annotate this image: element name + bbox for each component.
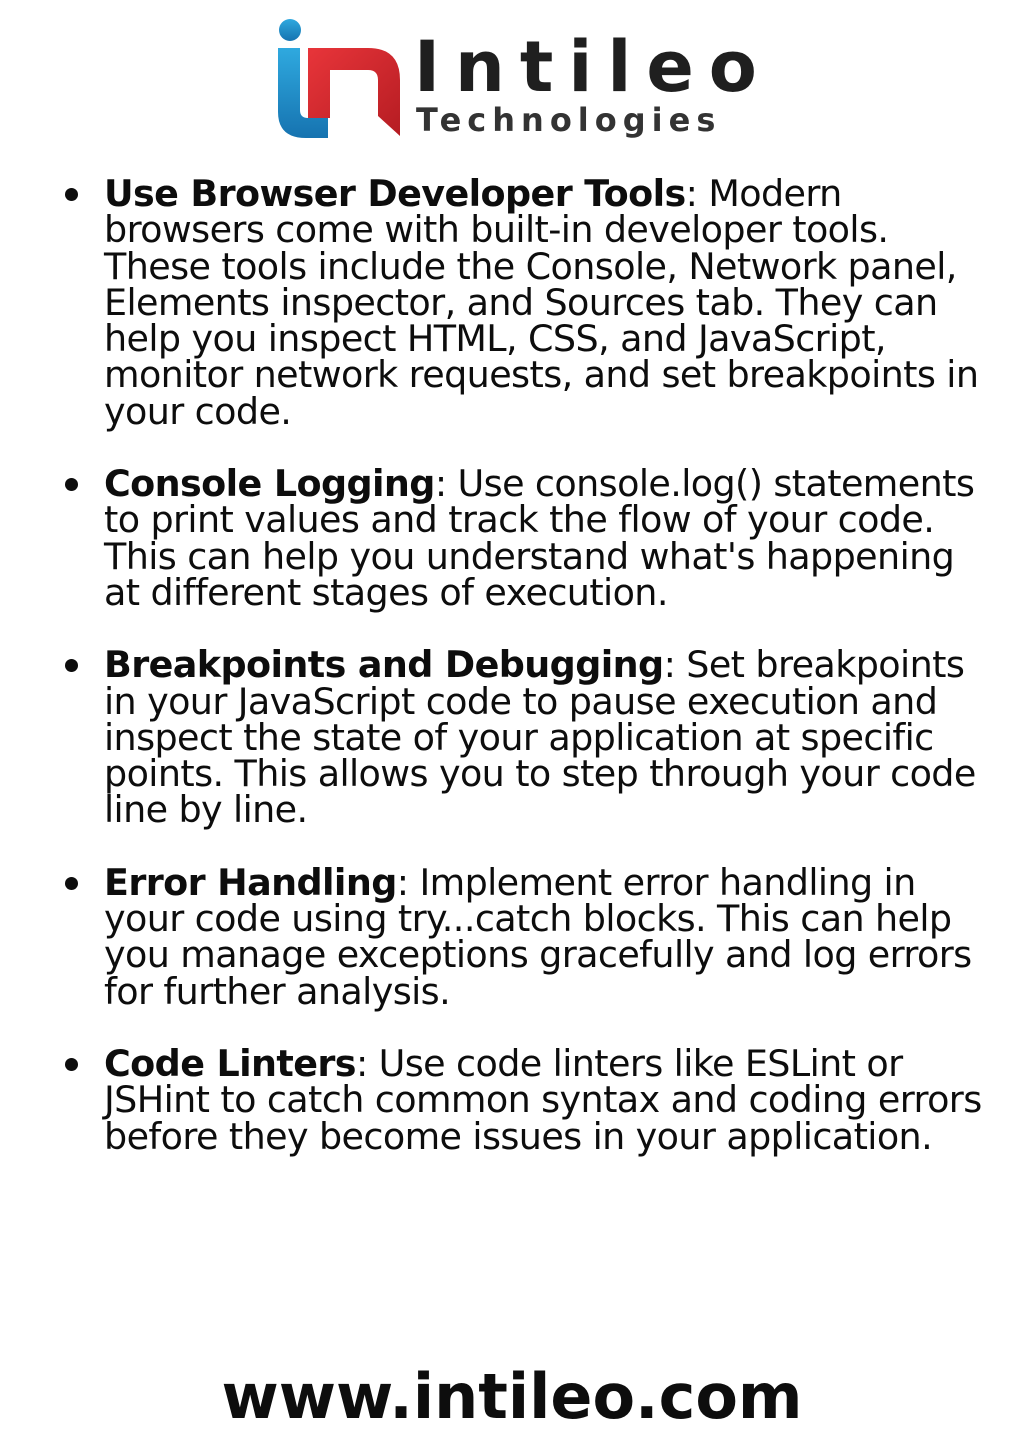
intileo-logo-icon	[268, 18, 418, 143]
brand-tagline: Technologies	[416, 101, 722, 139]
tip-text: : Implement error handling in your code using try...catch blocks. This can help you manage exceptions gracefully and log errors for further analysis.	[104, 860, 972, 1013]
tip-error-handling	[62, 860, 982, 1013]
brand-name: Intileo	[414, 26, 772, 108]
tip-text: : Use code linters like ESLint or JSHint to catch common syntax and coding errors before they become issues in your application.	[104, 1041, 982, 1158]
tip-title: Console Logging	[104, 462, 435, 506]
tip-title: Breakpoints and Debugging	[104, 643, 664, 687]
tip-text: : Use console.log() statements to print values and track the flow of your code. This can help you understand what's happening at different stages of execution.	[104, 462, 975, 614]
tip-title: Code Linters	[104, 1041, 356, 1085]
tip-breakpoints	[62, 643, 982, 832]
tip-text: : Modern browsers come with built-in developer tools. These tools include the Console, Network panel, Elements inspector, and Sources tab. They can help you inspect HTML, CSS, and JavaScript, monitor network requests, and set breakpoints in your code.	[104, 172, 979, 433]
tip-title: Error Handling	[104, 860, 397, 904]
tip-browser-devtools	[62, 172, 982, 433]
brand-header	[0, 18, 1024, 148]
tip-title: Use Browser Developer Tools	[104, 172, 686, 215]
tip-console-logging	[62, 462, 982, 614]
tip-code-linters	[62, 1041, 982, 1158]
tips-list	[62, 172, 982, 1191]
footer-url: www.intileo.com	[221, 1360, 803, 1433]
tip-text: : Set breakpoints in your JavaScript code to pause execution and inspect the state of your application at specific points. This allows you to step through your code line by line.	[104, 643, 976, 832]
